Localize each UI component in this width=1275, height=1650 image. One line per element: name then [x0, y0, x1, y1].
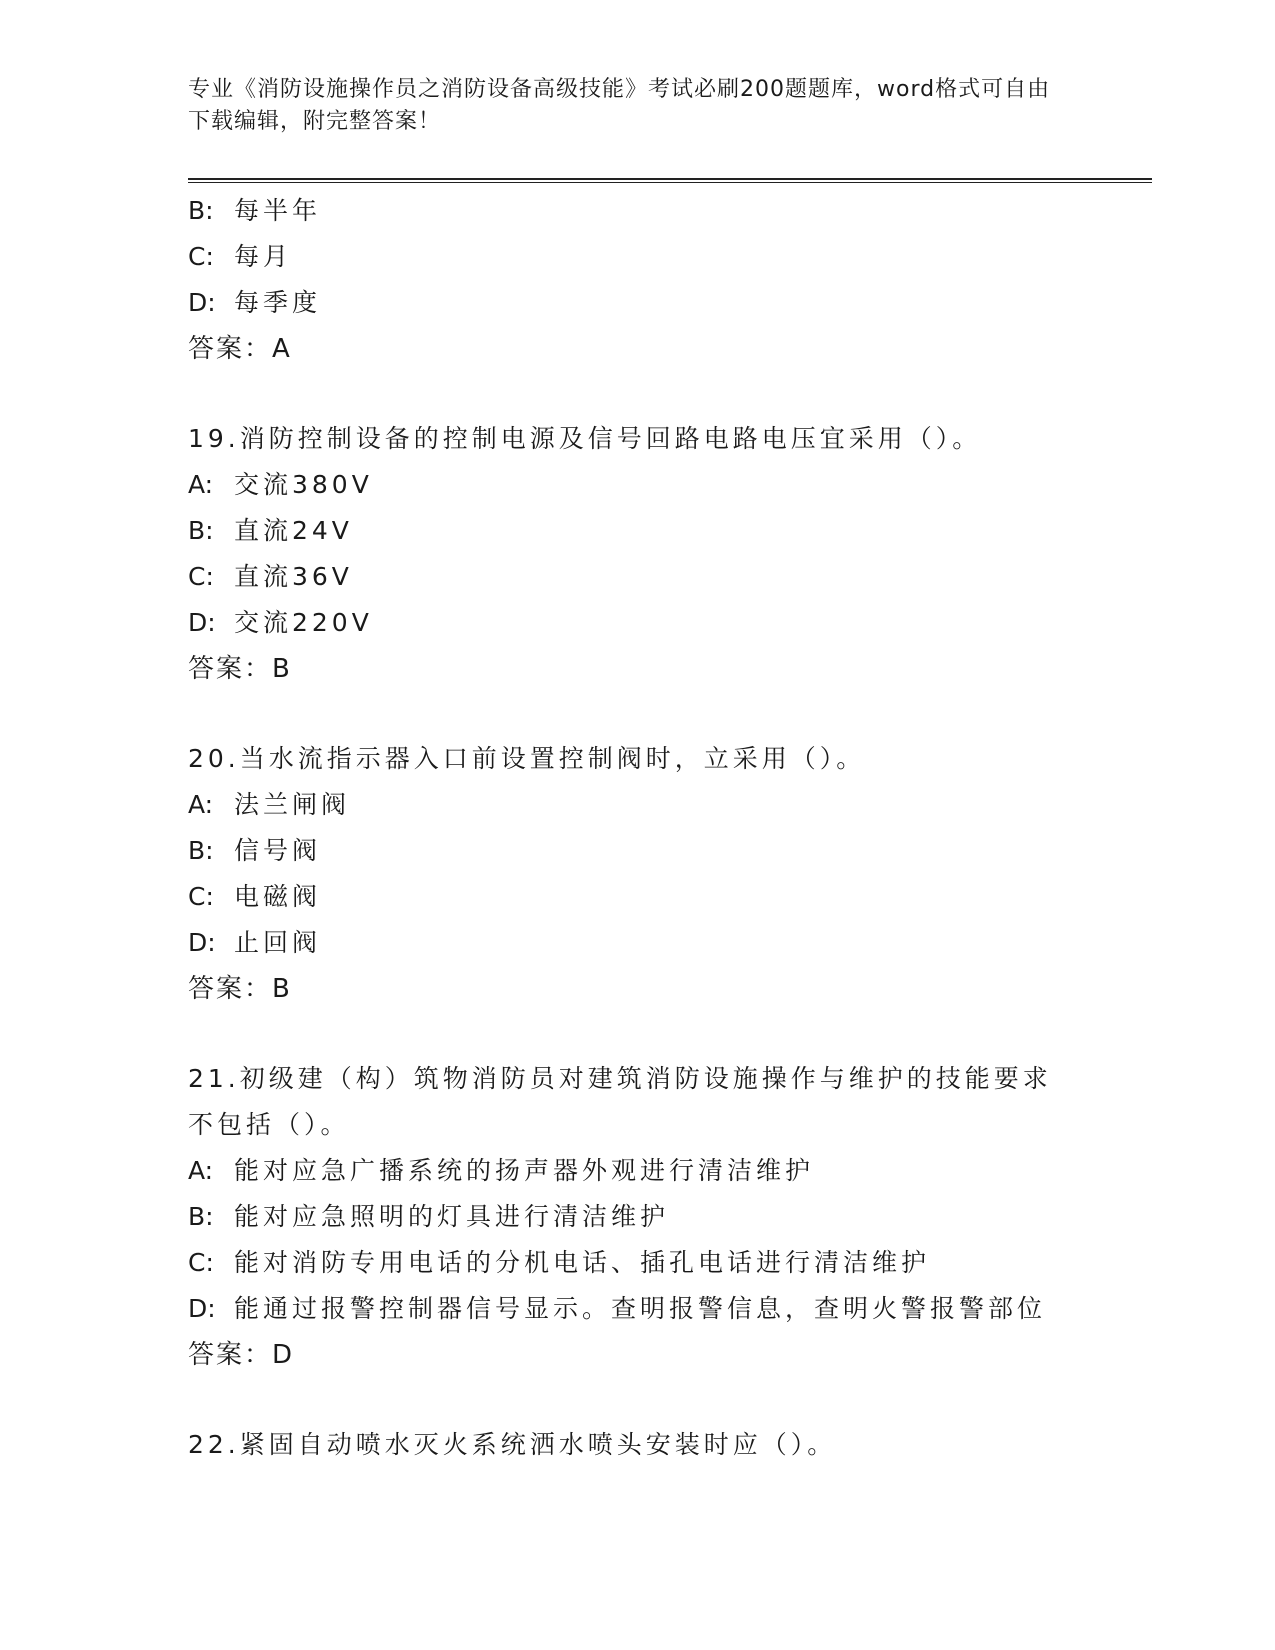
option-text: 交流220V [234, 608, 373, 637]
option-text: 直流24V [234, 516, 353, 545]
question-19 [188, 416, 1088, 692]
answer: 答案：B [188, 654, 292, 684]
option-label: C: [188, 882, 214, 911]
option-text: 能通过报警控制器信号显示。查明报警信息，查明火警报警部位 [234, 1294, 1047, 1323]
option [188, 234, 1088, 280]
option-text: 能对应急广播系统的扬声器外观进行清洁维护 [234, 1156, 815, 1185]
option-label: D: [188, 288, 216, 317]
option [188, 600, 1088, 646]
question-20 [188, 736, 1088, 1012]
question-22 [188, 1422, 1088, 1468]
option [188, 874, 1088, 920]
question-21 [188, 1056, 1088, 1378]
option-label: A: [188, 1156, 214, 1185]
option-text: 每半年 [234, 196, 322, 225]
option-label: B: [188, 836, 214, 865]
option [188, 1286, 1088, 1332]
answer: 答案：D [188, 1340, 295, 1370]
option-text: 止回阀 [234, 928, 322, 957]
question-list [188, 188, 1088, 1468]
option [188, 1148, 1088, 1194]
option-text: 信号阀 [234, 836, 322, 865]
option [188, 462, 1088, 508]
option [188, 280, 1088, 326]
option [188, 828, 1088, 874]
question-title: 19.消防控制设备的控制电源及信号回路电路电压宜采用（）。 [188, 424, 982, 453]
option-label: B: [188, 516, 214, 545]
option-text: 法兰闸阀 [234, 790, 351, 819]
option-text: 能对应急照明的灯具进行清洁维护 [234, 1202, 670, 1231]
option [188, 508, 1088, 554]
option-text: 每季度 [234, 288, 322, 317]
document-header: 专业《消防设施操作员之消防设备高级技能》考试必刷200题题库，word格式可自由下载编辑，附完整答案！ [188, 77, 1051, 134]
option-label: B: [188, 196, 214, 225]
question-continued [188, 188, 1088, 372]
answer: 答案：B [188, 974, 292, 1004]
option [188, 782, 1088, 828]
option-label: C: [188, 562, 214, 591]
option-text: 每月 [234, 242, 293, 271]
option [188, 554, 1088, 600]
option-label: D: [188, 928, 216, 957]
question-title: 21.初级建（构）筑物消防员对建筑消防设施操作与维护的技能要求不包括（）。 [188, 1064, 1052, 1139]
option-label: C: [188, 1248, 214, 1277]
option [188, 1194, 1088, 1240]
option-text: 交流380V [234, 470, 373, 499]
option-label: C: [188, 242, 214, 271]
option-label: B: [188, 1202, 214, 1231]
answer: 答案：A [188, 334, 292, 364]
option-text: 能对消防专用电话的分机电话、插孔电话进行清洁维护 [234, 1248, 931, 1277]
option-label: D: [188, 608, 216, 637]
option [188, 188, 1088, 234]
option [188, 920, 1088, 966]
option-label: A: [188, 790, 214, 819]
option-label: A: [188, 470, 214, 499]
option-text: 直流36V [234, 562, 353, 591]
question-title: 20.当水流指示器入口前设置控制阀时，立采用（）。 [188, 744, 866, 773]
header-divider [188, 178, 1152, 183]
option-label: D: [188, 1294, 216, 1323]
option-text: 电磁阀 [234, 882, 322, 911]
option [188, 1240, 1088, 1286]
question-title: 22.紧固自动喷水灭火系统洒水喷头安装时应（）。 [188, 1430, 837, 1459]
